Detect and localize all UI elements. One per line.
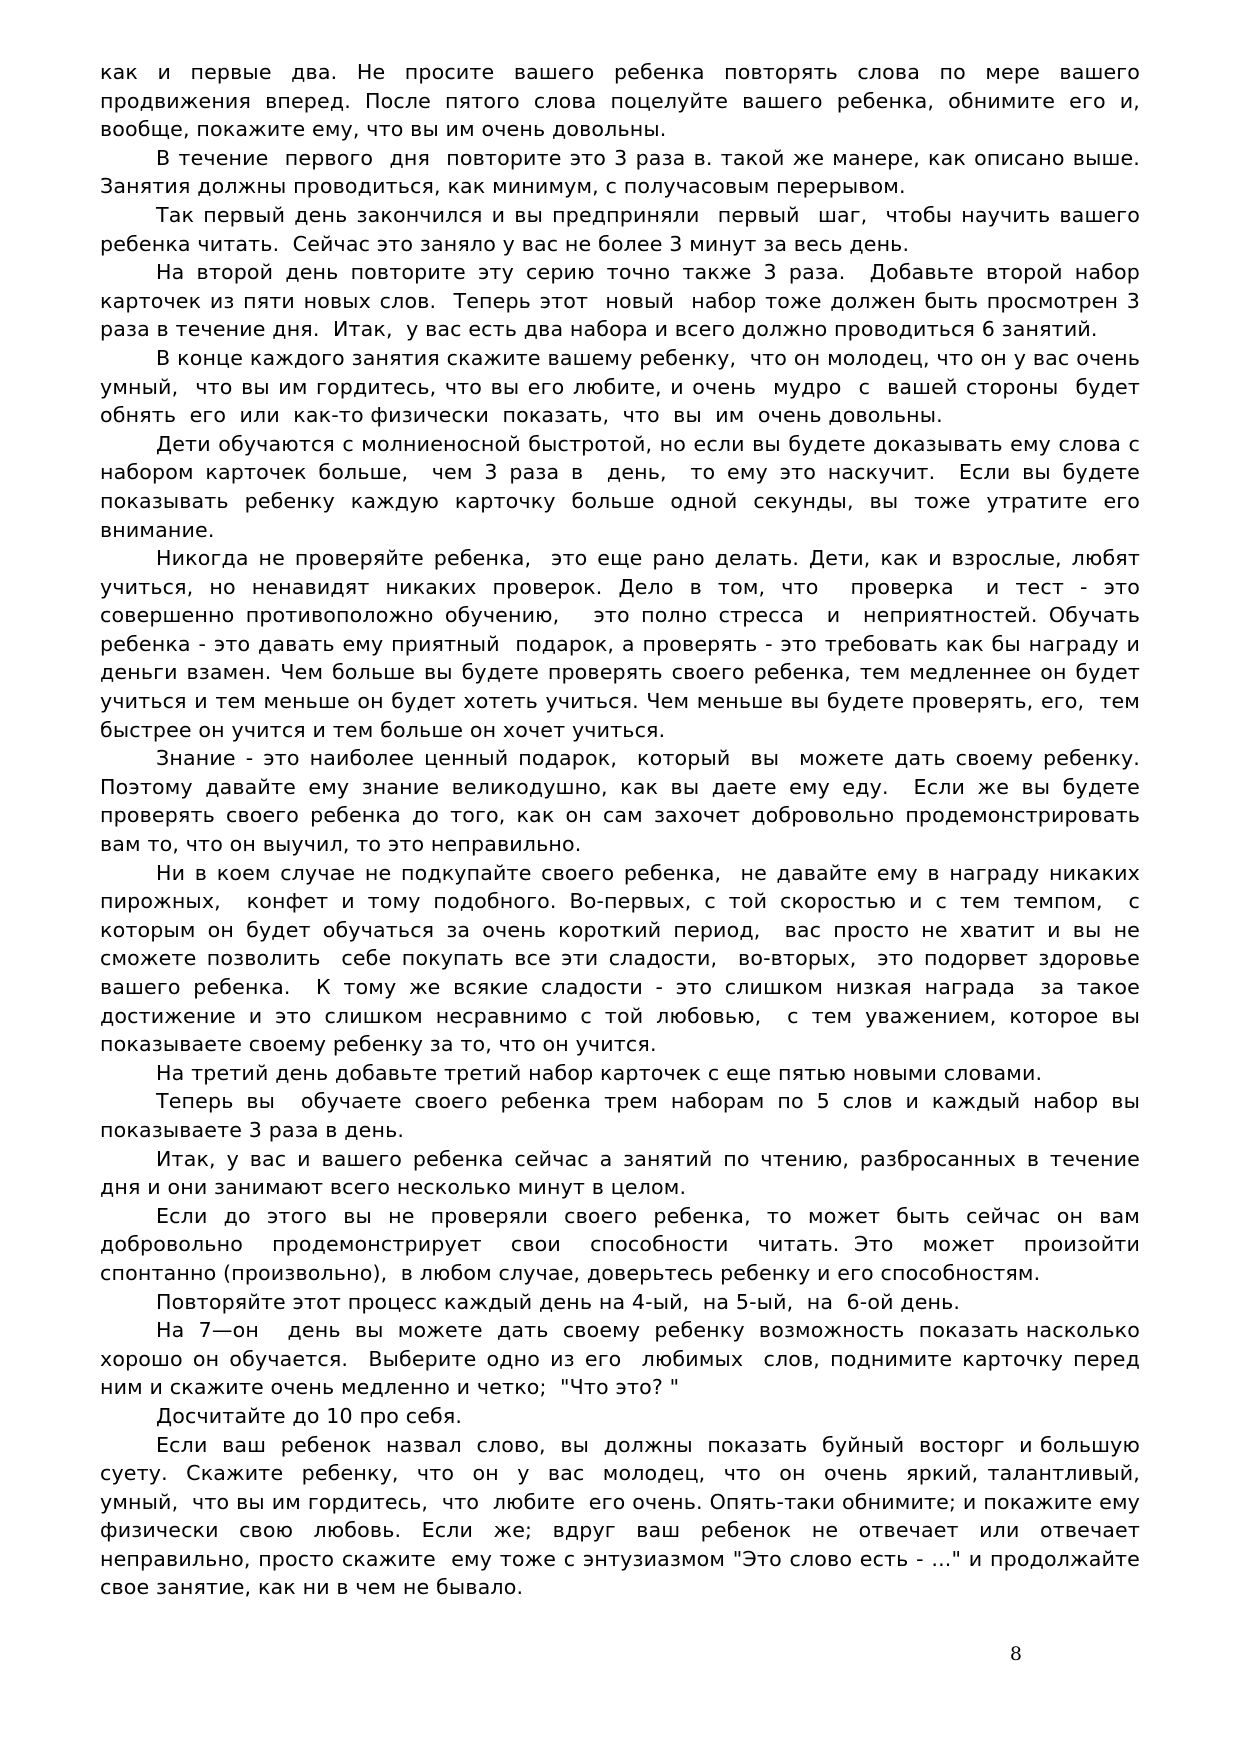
paragraph: Никогда не проверяйте ребенка, это еще рано делать. Дети, как и взрослые, любят учиться, но ненавидят никаких проверок. Дело в том, что проверка и тест - это совершенно противоположно обучению, это полно стресса и неприятностей. Обучать ребенка - это давать ему приятный подарок, а проверять - это требовать как бы награду и деньги взамен. Чем больше вы будете проверять своего ребенка, тем медленнее он будет учиться и тем меньше он будет хотеть учиться. Чем меньше вы будете проверять, его, тем быстрее он учится и тем больше он хочет учиться. bbox=[100, 546, 1147, 742]
paragraph: В конце каждого занятия скажите вашему ребенку, что он молодец, что он у вас очень умный, что вы им гордитесь, что вы его любите, и очень мудро с вашей стороны будет обнять его или как-то физически показать, что вы им очень довольны. bbox=[100, 345, 1154, 428]
paragraph: Знание - это наиболее ценный подарок, который вы можете дать своему ребенку. Поэтому давайте ему знание великодушно, как вы даете ему еду. Если же вы будете проверять своего ребенка до того, как он сам захочет добровольно продемонстрировать вам то, что он выучил, то это неправильно. bbox=[100, 746, 1147, 857]
paragraph: Итак, у вас и вашего ребенка сейчас а занятий по чтению, разбросанных в течение дня и они занимают всего несколько минут в целом. bbox=[100, 1146, 1154, 1200]
paragraph: На второй день повторите эту серию точно также 3 раза. Добавьте второй набор карточек из пяти новых слов. Теперь этот новый набор тоже должен быть просмотрен 3 раза в течение дня. Итак, у вас есть два набора и всего должно проводиться 6 занятий. bbox=[100, 260, 1147, 342]
paragraph: Если ваш ребенок назвал слово, вы должны показать буйный восторг и большую суету. Скажите ребенку, что он у вас молодец, что он очень яркий, талантливый, умный, что вы им гордитесь, что любите его очень. Опять-таки обнимите; и покажите ему физически свою любовь. Если же; вдруг ваш ребенок не отвечает или отвечает неправильно, просто скажите ему тоже с энтузиазмом "Это слово есть - ..." и продолжайте свое занятие, как ни в чем не бывало. bbox=[100, 1432, 1154, 1600]
paragraph: как и первые два. Не просите вашего ребенка повторять слова по мере вашего продвижения вперед. После пятого слова поцелуйте вашего ребенка, обнимите его и, вообще, покажите ему, что вы им очень довольны. bbox=[100, 60, 1147, 142]
paragraph: Так первый день закончился и вы предприняли первый шаг, чтобы научить вашего ребенка читать. Сейчас это заняло у вас не более 3 минут за весь день. bbox=[100, 202, 1154, 256]
paragraph: На 7—он день вы можете дать своему ребенку возможность показать насколько хорошо он обучается. Выберите одно из его любимых слов, поднимите карточку перед ним и скажите очень медленно и четко; "Что это? " bbox=[100, 1318, 1147, 1400]
paragraph: Если до этого вы не проверяли своего ребенка, то может быть сейчас он вам добровольно продемонстрирует свои способности читать. Это может произойти спонтанно (произвольно), в любом случае, доверьтесь ребенку и его способностям. bbox=[100, 1203, 1147, 1285]
paragraph: Теперь вы обучаете своего ребенка трем наборам по 5 слов и каждый набор вы показываете 3 раза в день. bbox=[100, 1089, 1147, 1142]
paragraph: Ни в коем случае не подкупайте своего ребенка, не давайте ему в награду никаких пирожных, конфет и тому подобного. Во-первых, с той скоростью и с тем темпом, с которым он будет обучаться за очень короткий период, вас просто не хватит и вы не сможете позволить себе покупать все эти сладости, во-вторых, это подорвет здоровье вашего ребенка. К тому же всякие сладости - это слишком низкая награда за такое достижение и это слишком несравнимо с той любовью, с тем уважением, которое вы показываете своему ребенку за то, что он учится. bbox=[100, 860, 1147, 1057]
paragraph: В течение первого дня повторите это 3 раза в. такой же манере, как описано выше. Занятия должны проводиться, как минимум, с получасовым перерывом. bbox=[100, 145, 1147, 199]
page-body-text bbox=[100, 58, 1154, 1602]
page-number: 8 bbox=[1009, 1643, 1022, 1665]
paragraph: Досчитайте до 10 про себя. bbox=[156, 1403, 463, 1428]
paragraph: На третий день добавьте третий набор карточек с еще пятью новыми словами. bbox=[156, 1060, 1043, 1085]
paragraph: Дети обучаются с молниеносной быстротой, но если вы будете доказывать ему слова с набором карточек больше, чем 3 раза в день, то ему это наскучит. Если вы будете показывать ребенку каждую карточку больше одной секунды, вы тоже утратите его внимание. bbox=[100, 431, 1147, 542]
paragraph: Повторяйте этот процесс каждый день на 4-ый, на 5-ый, на 6-ой день. bbox=[156, 1289, 961, 1314]
